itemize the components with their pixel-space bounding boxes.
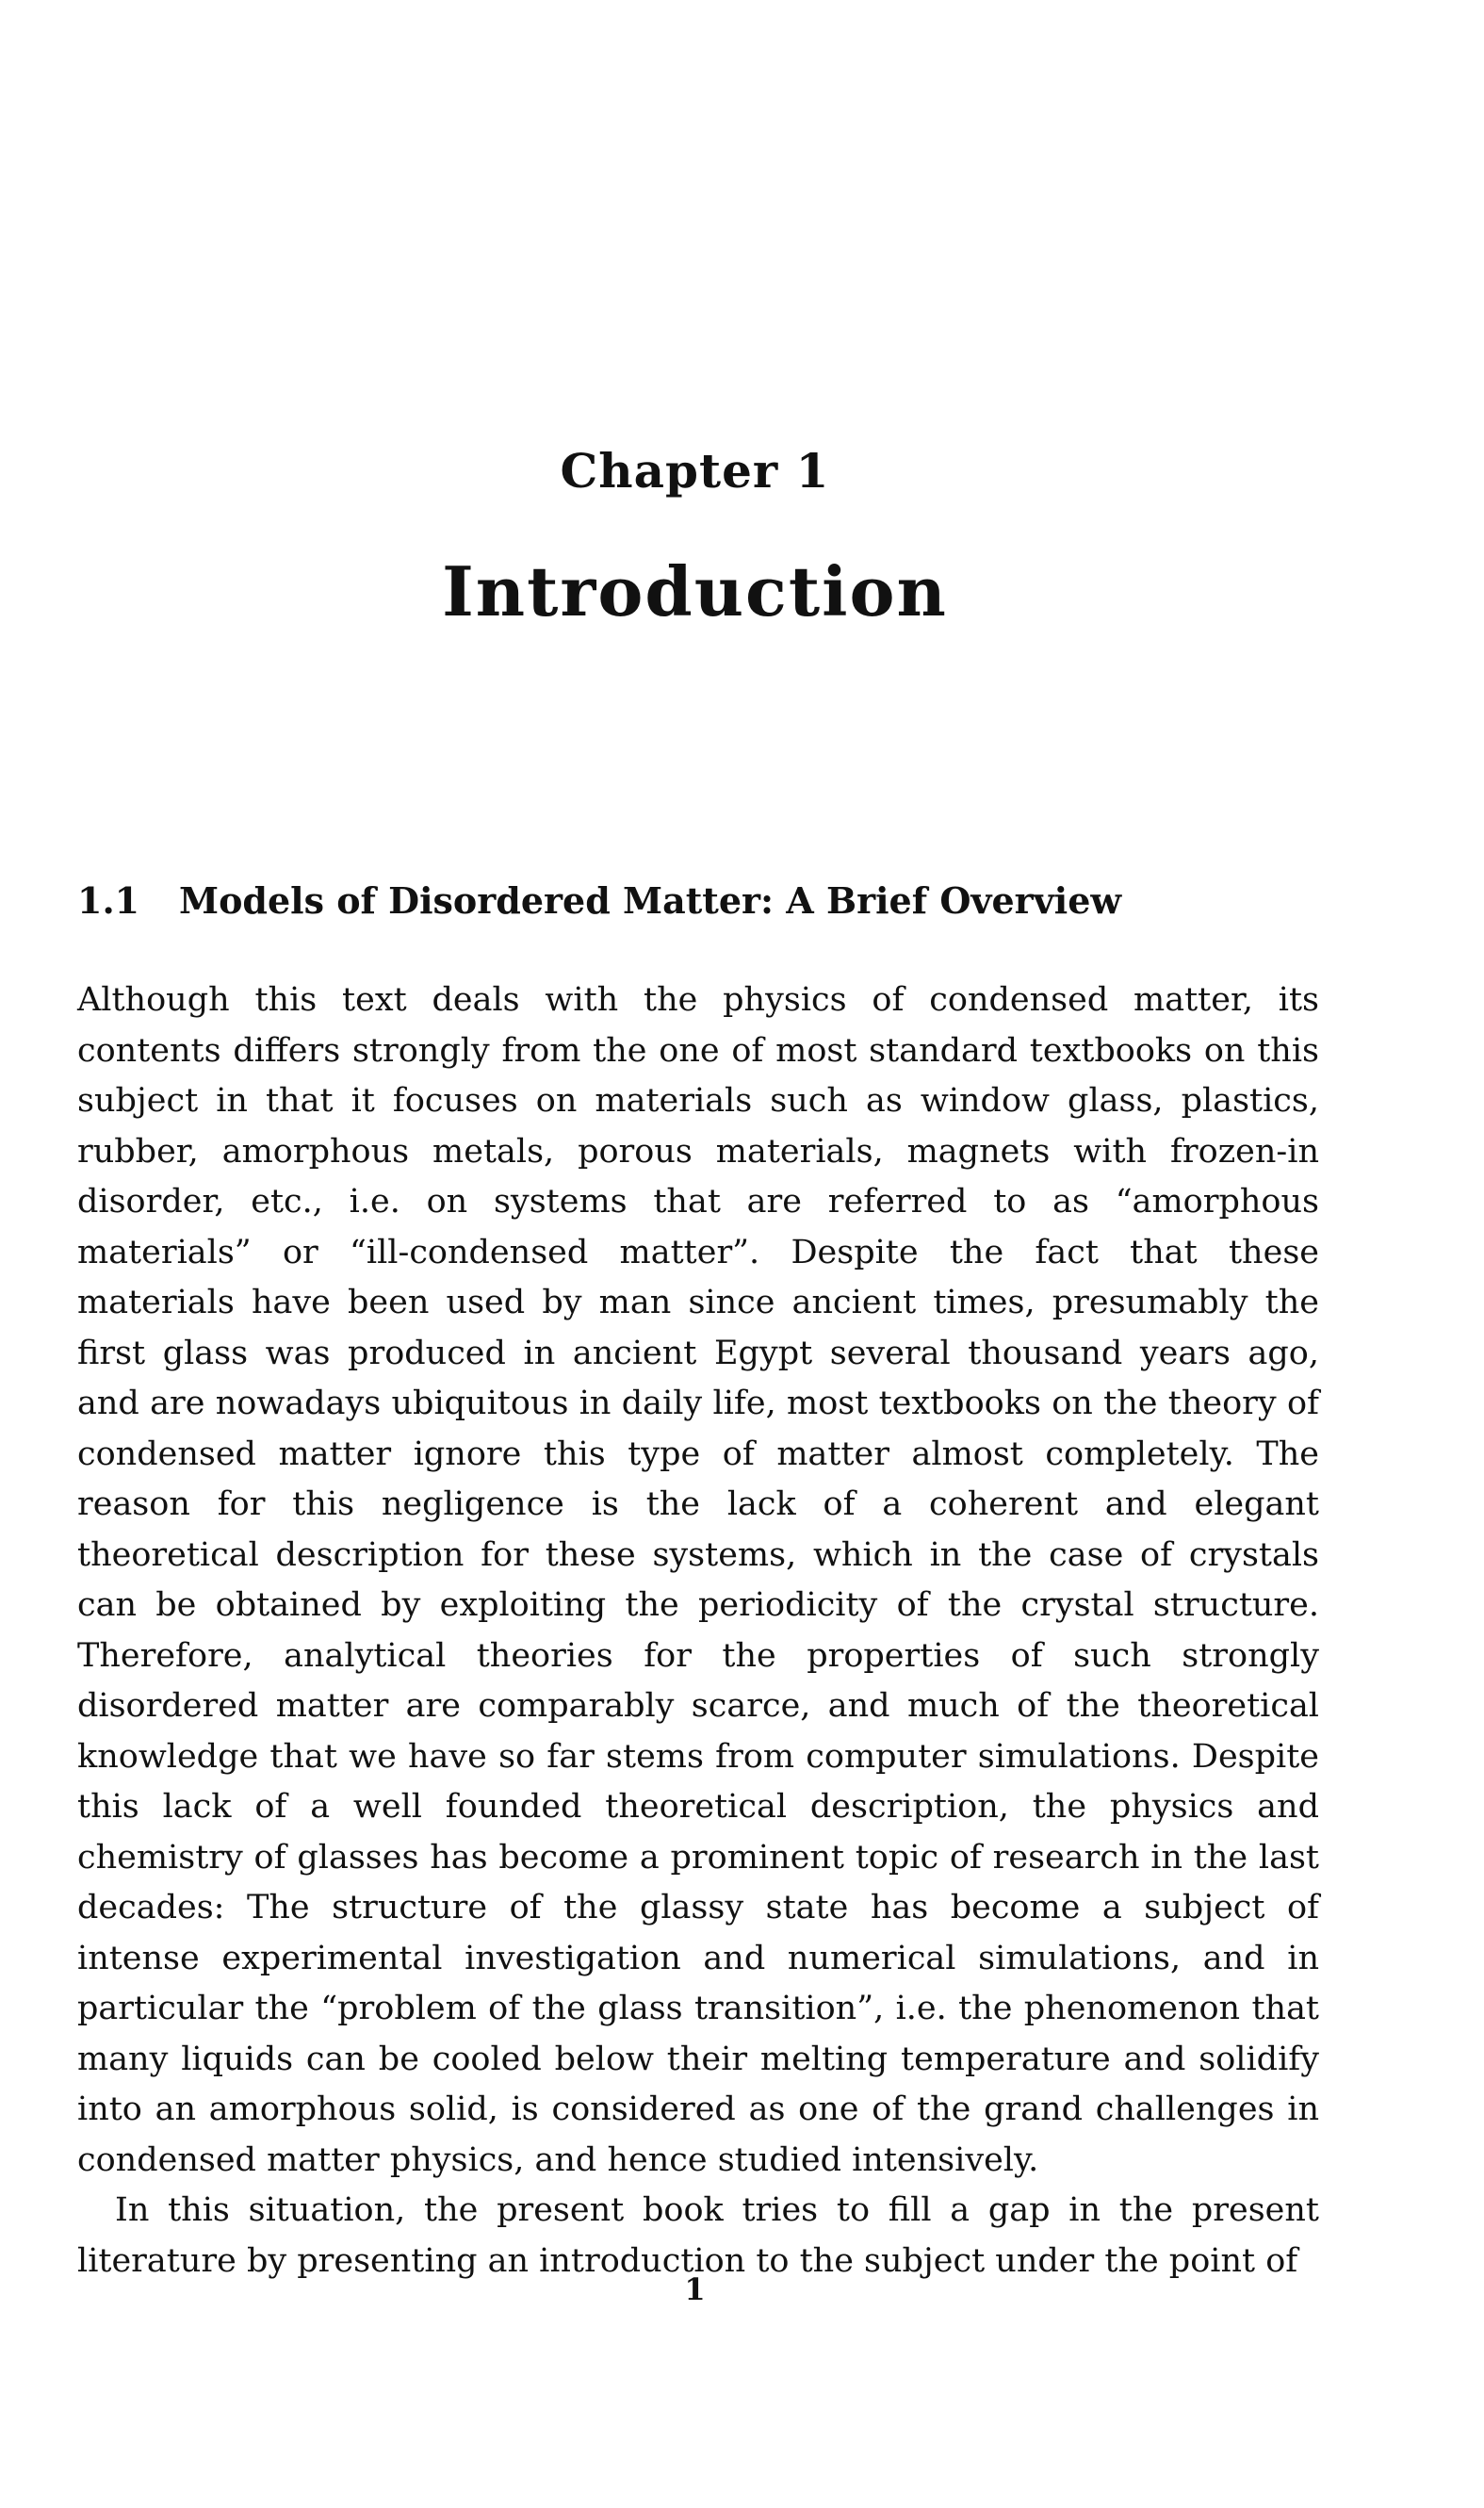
paragraph: Although this text deals with the physics of condensed matter, its contents differs strongly from the one of most standard textbooks on this subject in that it focuses on materials such as window glass, plastics, rubber, amorphous metals, porous materials, magnets with frozen-in disorder, etc., i.e. on systems that are referred to as “amorphous materials” or “ill-condensed matter”. Despite the fact that these materials have been used by man since ancient times, presumably the first glass was produced in ancient Egypt several thousand years ago, and are nowadays ubiquitous in daily life, most textbooks on the theory of condensed matter ignore this type of matter almost completely. The reason for this negligence is the lack of a coherent and elegant theoretical description for these systems, which in the case of crystals can be obtained by exploiting the periodicity of the crystal structure. Therefore, analytical theories for the properties of such strongly disordered matter are comparably scarce, and much of the theoretical knowledge that we have so far stems from computer simulations. Despite this lack of a well founded theoretical description, the physics and chemistry of glasses has become a prominent topic of research in the last decades: The structure of the glassy state has become a subject of intense experimental investigation and numerical simulations, and in particular the “problem of the glass transition”, i.e. the phenomenon that many liquids can be cooled below their melting temperature and solidify into an amorphous solid, is considered as one of the grand challenges in condensed matter physics, and hence studied intensively.: [77, 981, 1319, 2179]
page-number: 1: [684, 2271, 706, 2307]
chapter-label: Chapter 1: [560, 443, 830, 499]
chapter-title: Introduction: [442, 551, 948, 631]
body-text: [77, 975, 1319, 2287]
section-number: 1.1: [77, 879, 140, 922]
section-heading: [77, 879, 1321, 922]
paragraph: In this situation, the present book tries to fill a gap in the present literature by presenting an introduction to the subject under the point of: [77, 2191, 1319, 2280]
section-title: Models of Disordered Matter: A Brief Overview: [179, 879, 1122, 922]
